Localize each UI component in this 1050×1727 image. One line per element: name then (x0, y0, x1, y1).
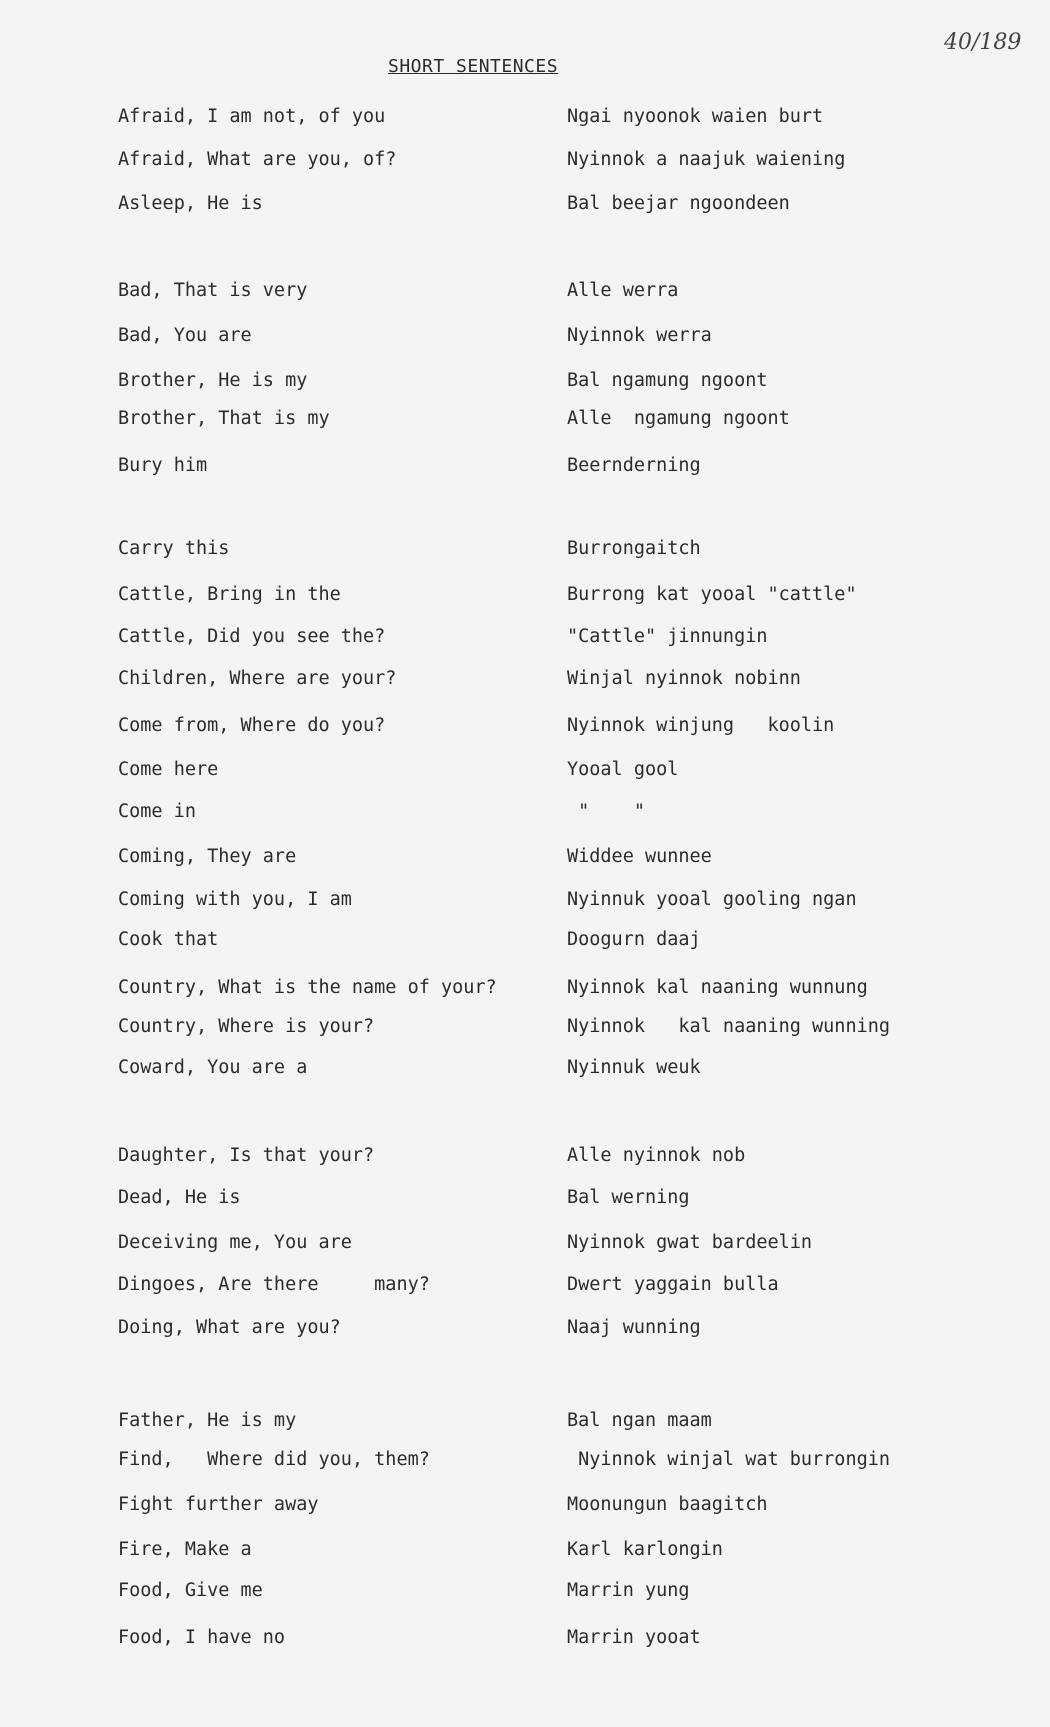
aboriginal-translation: Winjal nyinnok nobinn (567, 668, 801, 689)
aboriginal-translation: Nyinnok kal naaning wunning (567, 1016, 891, 1037)
aboriginal-translation: Nyinnuk weuk (567, 1057, 701, 1078)
english-phrase: Coming, They are (118, 846, 297, 867)
english-phrase: Country, Where is your? (118, 1016, 375, 1037)
english-phrase: Asleep, He is (118, 193, 263, 214)
english-phrase: Come here (118, 759, 219, 780)
aboriginal-translation: Beernderning (567, 455, 701, 476)
english-phrase: Cattle, Bring in the (118, 584, 341, 605)
sentence-row (0, 1274, 1050, 1300)
english-phrase: Coming with you, I am (118, 889, 352, 910)
english-phrase: Come in (118, 801, 196, 822)
sentence-row (0, 1145, 1050, 1171)
english-phrase: Bad, That is very (118, 280, 308, 301)
english-phrase: Fight further away (118, 1494, 319, 1515)
english-phrase: Daughter, Is that your? (118, 1145, 375, 1166)
aboriginal-translation: Marrin yung (567, 1580, 690, 1601)
english-phrase: Children, Where are your? (118, 668, 397, 689)
sentence-row (0, 370, 1050, 396)
aboriginal-translation: Nyinnok a naajuk waiening (567, 149, 846, 170)
aboriginal-translation: Nyinnok kal naaning wunnung (567, 977, 868, 998)
english-phrase: Doing, What are you? (118, 1317, 341, 1338)
aboriginal-translation: Widdee wunnee (567, 846, 712, 867)
sentence-row (0, 889, 1050, 915)
english-phrase: Coward, You are a (118, 1057, 308, 1078)
english-phrase: Food, Give me (118, 1580, 263, 1601)
aboriginal-translation: Alle werra (567, 280, 679, 301)
sentence-row (0, 1494, 1050, 1520)
sentence-row (0, 584, 1050, 610)
sentence-row (0, 1187, 1050, 1213)
sentence-row (0, 106, 1050, 132)
sentence-row (0, 929, 1050, 955)
page-title: SHORT SENTENCES (388, 56, 559, 77)
sentence-row (0, 193, 1050, 219)
aboriginal-translation: Nyinnok winjung koolin (567, 715, 835, 736)
english-phrase: Find, Where did you, them? (118, 1449, 430, 1470)
aboriginal-translation: Nyinnok winjal wat burrongin (567, 1449, 891, 1470)
english-phrase: Brother, He is my (118, 370, 308, 391)
sentence-row (0, 715, 1050, 741)
english-phrase: Food, I have no (118, 1627, 286, 1648)
sentence-row (0, 538, 1050, 564)
aboriginal-translation: "Cattle" jinnungin (567, 626, 768, 647)
sentence-row (0, 1232, 1050, 1258)
english-phrase: Bury him (118, 455, 208, 476)
english-phrase: Carry this (118, 538, 230, 559)
english-phrase: Brother, That is my (118, 408, 330, 429)
english-phrase: Bad, You are (118, 325, 252, 346)
sentence-row (0, 1016, 1050, 1042)
english-phrase: Dead, He is (118, 1187, 241, 1208)
english-phrase: Fire, Make a (118, 1539, 252, 1560)
aboriginal-translation: Nyinnok werra (567, 325, 712, 346)
aboriginal-translation: Bal ngamung ngoont (567, 370, 768, 391)
sentence-row (0, 1539, 1050, 1565)
aboriginal-translation: Burrongaitch (567, 538, 701, 559)
english-phrase: Afraid, I am not, of you (118, 106, 386, 127)
sentence-row (0, 325, 1050, 351)
aboriginal-translation: Nyinnok gwat bardeelin (567, 1232, 813, 1253)
aboriginal-translation: Dwert yaggain bulla (567, 1274, 779, 1295)
sentence-row (0, 149, 1050, 175)
sentence-row (0, 1317, 1050, 1343)
english-phrase: Deceiving me, You are (118, 1232, 352, 1253)
aboriginal-translation: Alle ngamung ngoont (567, 408, 790, 429)
aboriginal-translation: Nyinnuk yooal gooling ngan (567, 889, 857, 910)
aboriginal-translation: Bal ngan maam (567, 1410, 712, 1431)
aboriginal-translation: Ngai nyoonok waien burt (567, 106, 824, 127)
sentence-row (0, 977, 1050, 1003)
aboriginal-translation: Marrin yooat (567, 1627, 701, 1648)
english-phrase: Dingoes, Are there many? (118, 1274, 430, 1295)
sentence-row (0, 408, 1050, 434)
sentence-row (0, 759, 1050, 785)
aboriginal-translation: " " (567, 801, 645, 822)
sentence-row (0, 1627, 1050, 1653)
aboriginal-translation: Bal beejar ngoondeen (567, 193, 790, 214)
aboriginal-translation: Yooal gool (567, 759, 679, 780)
sentence-row (0, 801, 1050, 827)
sentence-row (0, 668, 1050, 694)
sentence-row (0, 846, 1050, 872)
aboriginal-translation: Alle nyinnok nob (567, 1145, 746, 1166)
sentence-row (0, 1057, 1050, 1083)
sentence-row (0, 1580, 1050, 1606)
aboriginal-translation: Moonungun baagitch (567, 1494, 768, 1515)
aboriginal-translation: Burrong kat yooal "cattle" (567, 584, 857, 605)
aboriginal-translation: Doogurn daaj (567, 929, 701, 950)
sentence-row (0, 1410, 1050, 1436)
aboriginal-translation: Bal werning (567, 1187, 690, 1208)
english-phrase: Cook that (118, 929, 219, 950)
sentence-row (0, 280, 1050, 306)
aboriginal-translation: Karl karlongin (567, 1539, 723, 1560)
sentence-row (0, 455, 1050, 481)
aboriginal-translation: Naaj wunning (567, 1317, 701, 1338)
english-phrase: Afraid, What are you, of? (118, 149, 397, 170)
folio-number: 40/189 (944, 30, 1022, 55)
sentence-row (0, 626, 1050, 652)
english-phrase: Come from, Where do you? (118, 715, 386, 736)
english-phrase: Country, What is the name of your? (118, 977, 497, 998)
english-phrase: Father, He is my (118, 1410, 297, 1431)
sentence-row (0, 1449, 1050, 1475)
english-phrase: Cattle, Did you see the? (118, 626, 386, 647)
